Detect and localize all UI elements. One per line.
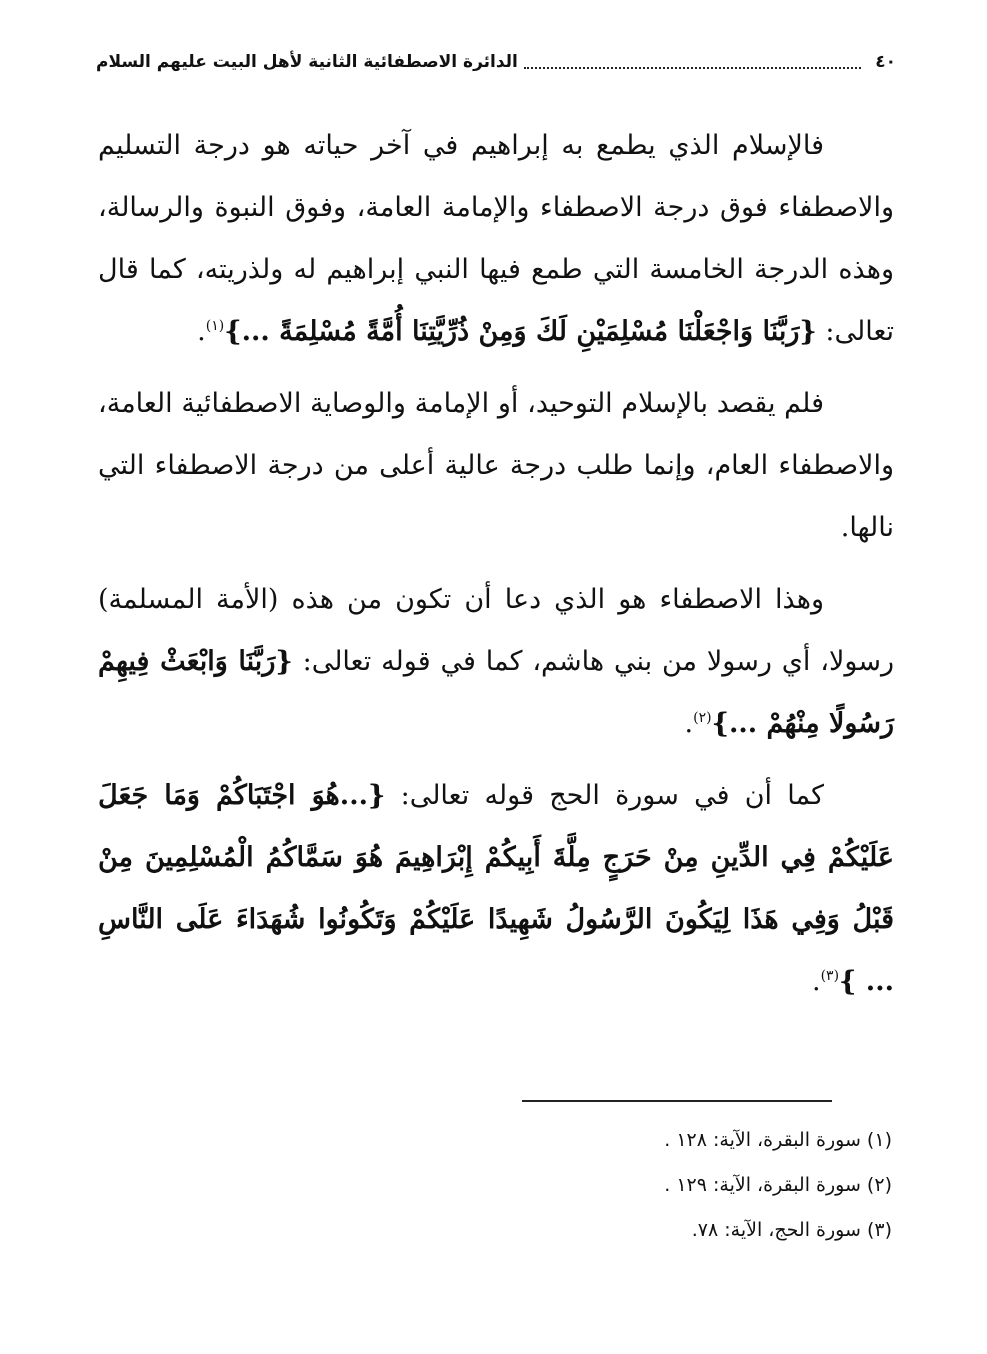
- paragraph-4-text: كما أن في سورة الحج قوله تعالى:: [400, 780, 824, 811]
- paragraph-4: [98, 765, 894, 1013]
- paragraph-4-end: .: [811, 966, 821, 997]
- footnote-1: (١) سورة البقرة، الآية: ١٢٨ .: [664, 1129, 892, 1151]
- footnote-separator: [522, 1100, 832, 1102]
- paragraph-1-end: .: [197, 316, 206, 347]
- paragraph-3-text: وهذا الاصطفاء هو الذي دعا أن تكون من هذه (الأمة المسلمة) رسولا، أي رسولا من بني هاشم، كما في قوله تعالى:: [98, 584, 894, 677]
- running-header: [96, 52, 896, 72]
- quran-verse-3: {...هُوَ اجْتَبَاكُمْ وَمَا جَعَلَ عَلَيْكُمْ فِي الدِّينِ مِنْ حَرَجٍ مِلَّةَ أَبِيكُمْ إِبْرَاهِيمَ هُوَ سَمَّاكُمُ الْمُسْلِمِينَ مِنْ قَبْلُ وَفِي هَذَا لِيَكُونَ الرَّسُولُ شَهِيدًا عَلَيْكُمْ وَتَكُونُوا شُهَدَاءَ عَلَى النَّاسِ ... }: [98, 780, 894, 997]
- footnote-2: (٢) سورة البقرة، الآية: ١٢٩ .: [664, 1174, 892, 1196]
- main-text: [98, 115, 894, 1023]
- running-title: الدائرة الاصطفائية الثانية لأهل البيت عليهم السلام: [96, 52, 518, 72]
- footnote-3: (٣) سورة الحج، الآية: ٧٨.: [691, 1219, 892, 1241]
- paragraph-3-end: .: [684, 708, 694, 739]
- quran-verse-1: {رَبَّنَا وَاجْعَلْنَا مُسْلِمَيْنِ لَكَ وَمِنْ ذُرِّيَّتِنَا أُمَّةً مُسْلِمَةً ...}: [224, 316, 817, 347]
- paragraph-1: [98, 115, 894, 363]
- header-leader-dots: [524, 55, 861, 69]
- paragraph-3: [98, 569, 894, 755]
- footnote-ref-2: (٢): [693, 710, 712, 726]
- paragraph-2: [98, 373, 894, 559]
- quran-verse-2: {رَبَّنَا وَابْعَثْ فِيهِمْ رَسُولًا مِنْهُمْ ...}: [98, 646, 894, 739]
- paragraph-1-text: فالإسلام الذي يطمع به إبراهيم في آخر حياته هو درجة التسليم والاصطفاء فوق درجة الاصطفاء والإمامة العامة، وفوق النبوة والرسالة، وهذه الدرجة الخامسة التي طمع فيها النبي إبراهيم له ولذريته، كما قال تعالى:: [98, 130, 894, 347]
- footnote-ref-1: (١): [205, 318, 225, 334]
- footnotes: [430, 1118, 892, 1253]
- footnote-ref-3: (٣): [820, 968, 840, 984]
- page-number: ٤٠: [875, 52, 896, 72]
- paragraph-2-text: فلم يقصد بالإسلام التوحيد، أو الإمامة والوصاية الاصطفائية العامة، والاصطفاء العام، وإنما طلب درجة عالية أعلى من درجة الاصطفاء التي نالها.: [98, 388, 894, 543]
